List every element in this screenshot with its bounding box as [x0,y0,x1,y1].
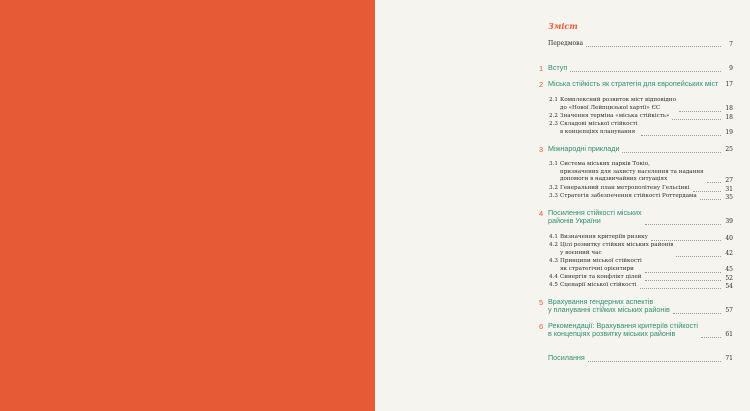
toc-entry-label [560,113,669,121]
toc-entry-number: 4.5 [549,282,558,288]
toc-dot-leader [676,256,721,257]
toc-entry-line: Стратегія забезпечення стійкості Роттердама [560,193,697,199]
toc-entry-line: Сценарії міської стійкості [560,282,637,288]
toc-dot-leader [586,46,721,47]
toc-entry-page: 31 [725,185,733,193]
toc-entry-line: Врахування гендерних аспектів [548,297,654,306]
toc-entry-label [548,354,585,362]
toc-entry-label [560,121,638,136]
toc-entry-page: 25 [725,145,733,153]
toc-entry-page: 18 [725,113,733,121]
toc-dot-leader [700,199,721,200]
toc-entry-line: Комплексний розвиток міст відповідно [560,97,676,103]
toc-entry-number: 3.3 [549,193,558,199]
toc-entry-number: 4.3 [549,258,558,264]
toc-entry-line: районів України [548,216,601,226]
toc-entry-line: Вступ [548,63,568,72]
toc-entry-label [560,282,637,290]
toc-entry-label [560,97,676,112]
toc-entry-number: 3 [539,145,544,154]
toc-entry-line: призначених для захисту населення та надання [560,168,704,175]
toc-entry-page: 42 [725,250,733,258]
toc-entry-line: Синергія та конфлікт цілей [560,274,642,280]
toc-dot-leader [645,272,721,273]
toc-entry-page: 7 [729,40,733,48]
toc-entry-number: 3.2 [549,185,558,191]
toc-dot-leader [707,182,721,183]
toc-entry-line: Генеральний план метрополітену Гельсінкі [560,185,690,191]
toc-entry-line: в концепціях планування [560,128,636,135]
toc-entry-label [560,234,648,242]
toc-entry-page: 27 [725,176,733,184]
toc-entry-line: Рекомендації: Врахування критеріїв стійкості [548,321,699,330]
toc-entry-number: 6 [539,322,544,331]
toc-entry-label [548,64,567,72]
toc-dot-leader [651,240,721,241]
toc-entry-line: Передмова [548,40,584,47]
toc-entry-number: 1 [539,64,544,73]
toc-entry-line: Цілі розвитку стійких міських районів [560,242,674,248]
toc-entry-label [560,185,690,193]
toc-entry-label [548,145,619,153]
toc-entry-number: 2.1 [549,97,558,103]
toc-entry-line: допомоги в надзвичайних ситуаціях [560,176,668,183]
toc-dot-leader [679,111,721,112]
toc-entry-label [560,161,704,184]
toc-entry-page: 39 [725,217,733,225]
toc-entry-number: 4.4 [549,274,558,280]
toc-entry-line: Міська стійкість як стратегія для європейських міст [548,79,719,88]
toc-entry-page: 61 [725,330,733,338]
toc-dot-leader [645,280,721,281]
toc-entry-line: в концепціях розвитку міських районів [548,329,676,339]
toc-entry-page: 19 [725,129,733,137]
toc-dot-leader [673,313,721,314]
toc-entry-page: 45 [725,266,733,274]
toc-entry-number: 4.2 [549,242,558,248]
toc-entry-number: 4 [539,209,544,218]
toc-entry-label [560,258,642,273]
toc-entry-page: 18 [725,105,733,113]
toc-entry-page: 40 [725,234,733,242]
toc-entry-page: 17 [725,80,733,88]
toc-entry-line: Посилання [548,353,585,362]
toc-entry-line: Принципи міської стійкості [560,258,642,264]
toc-entry-page: 57 [725,306,733,314]
toc-entry-label [548,80,718,88]
toc-entry-page: 71 [725,354,733,362]
toc-entry-label [560,274,642,282]
toc-entry-label [548,209,642,225]
toc-entry-label [560,193,697,201]
toc-entry-number: 2.3 [549,121,558,127]
toc-entry-page: 52 [725,274,733,282]
toc-dot-leader [570,71,721,72]
toc-entry-label [548,298,670,314]
toc-entry-line: Складові міської стійкості [560,121,638,127]
toc-dot-leader [640,288,721,289]
toc-entry-page: 54 [725,282,733,290]
toc-entry-label [560,242,673,257]
toc-entry-number: 2.2 [549,113,558,119]
toc-entry-line: Значення терміна «міська стійкість» [560,113,670,119]
toc-entry-label [548,40,583,47]
toc-entry-line: до «Нової Лейпцизької хартії» ЄС [560,104,661,111]
toc-entry-line: у плануванні стійких міських районів [548,305,670,315]
toc-entry-page: 9 [729,64,733,72]
toc-dot-leader [693,191,721,192]
toc-entry-page: 35 [725,193,733,201]
toc-dot-leader [701,337,721,338]
toc-entry-number: 3.1 [549,161,558,167]
toc-entry-line: Визначення критеріїв ризику [560,234,648,240]
toc-entry-number: 5 [539,298,544,307]
toc-entry-line: Система міських парків Токіо, [560,161,650,167]
toc-entry-label [548,322,698,338]
toc-entry-number: 4.1 [549,234,558,240]
toc-entry-line: Посилення стійкості міських [548,208,642,217]
toc-dot-leader [588,361,721,362]
toc-entry-line: як стратегічні орієнтири [560,265,634,272]
toc-dot-leader [672,119,721,120]
toc-dot-leader [622,152,721,153]
toc-title: Зміст [548,21,578,31]
toc-entry-line: Міжнародні приклади [548,144,620,153]
toc-dot-leader [641,135,721,136]
toc-dot-leader [645,224,721,225]
toc-entry-number: 2 [539,80,544,89]
toc-entry-line: у воєнний час [560,249,602,256]
